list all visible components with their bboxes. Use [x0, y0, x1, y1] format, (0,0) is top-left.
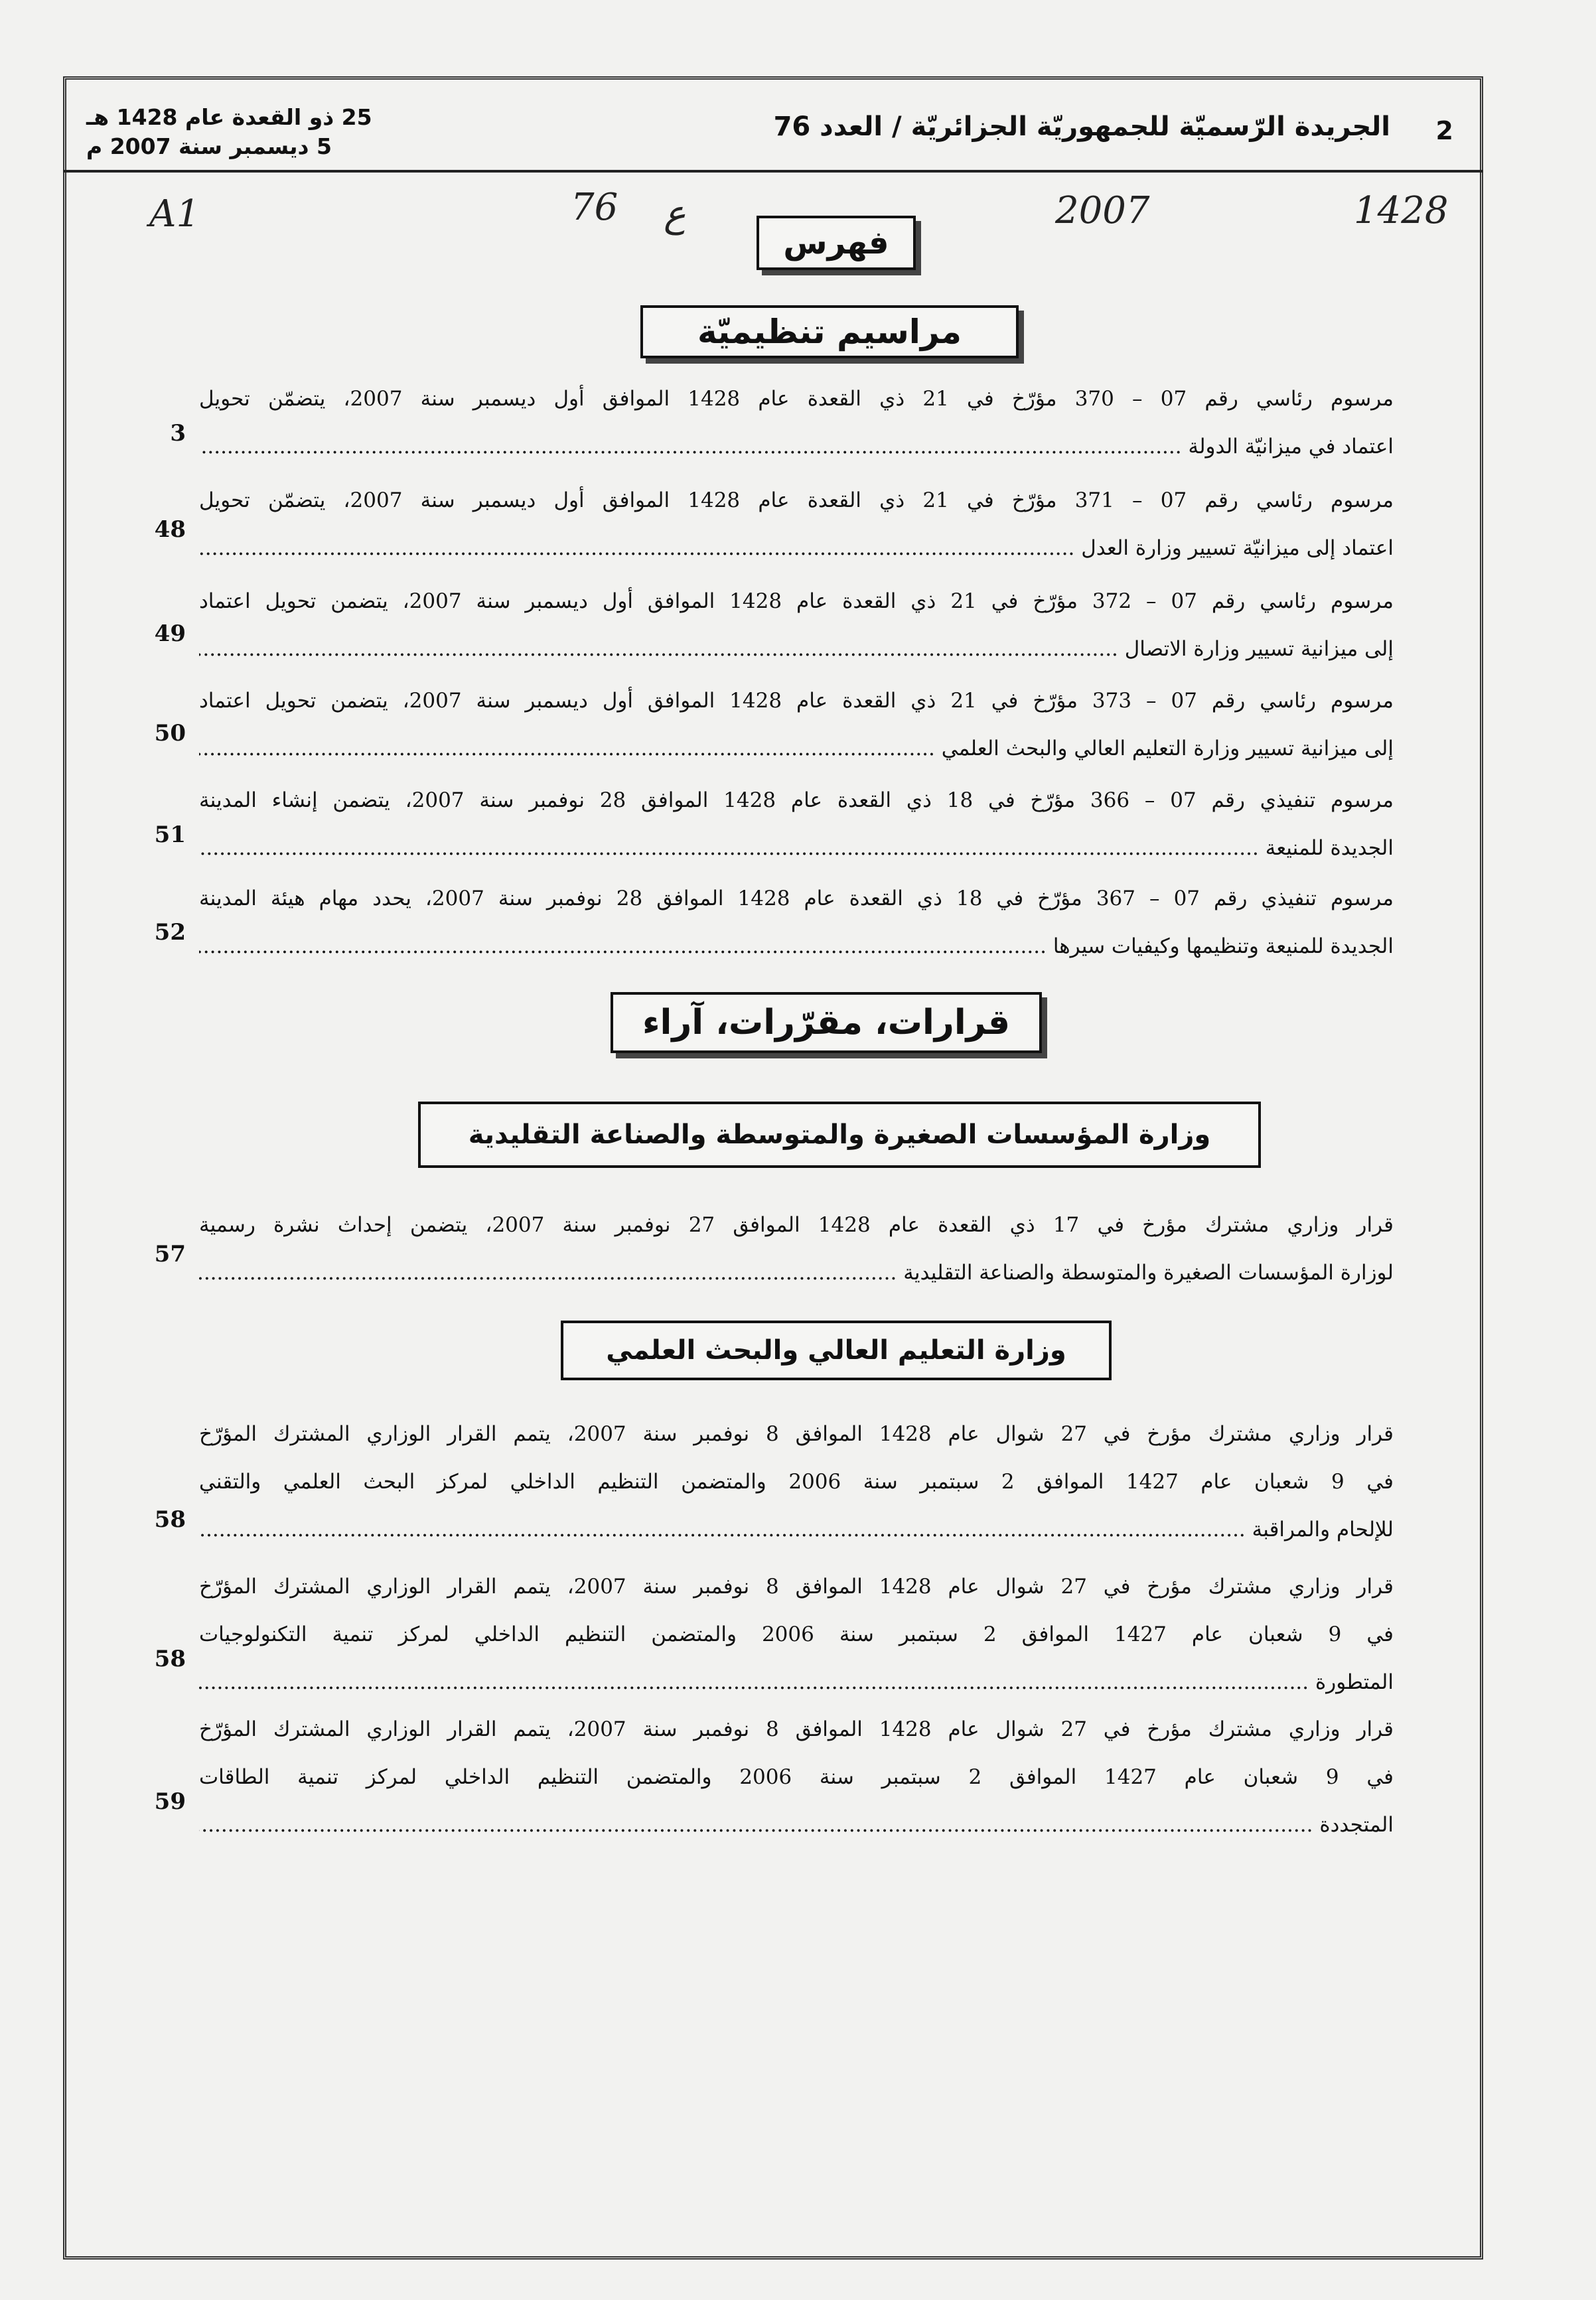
issue-date [86, 103, 372, 161]
toc-entry[interactable]: مرسوم تنفيذي رقم 07 – 367 مؤرّخ في 18 ذي القعدة عام 1428 الموافق 28 نوفمبر سنة 2007، يحدد مهام هيئة المدينة الجديدة للمنيعة وتنظيمها وكيفيات سيرها ..... [199, 875, 1394, 970]
toc-entry[interactable]: مرسوم رئاسي رقم 07 – 370 مؤرّخ في 21 ذي القعدة عام 1428 الموافق أول ديسمبر سنة 2007، يتضمّن تحويل اعتماد في ميزانيّة الدولة ..... [199, 375, 1394, 470]
toc-page-number: 50 [154, 720, 186, 747]
toc-entry[interactable]: قرار وزاري مشترك مؤرخ في 27 شوال عام 1428 الموافق 8 نوفمبر سنة 2007، يتمم القرار الوزاري المشترك المؤرّخ في 9 شعبان عام 1427 الموافق 2 سبتمبر سنة 2006 والمتضمن التنظيم الداخلي لمركز تنمية التكنولوجيات المتطورة ..... [199, 1563, 1394, 1706]
toc-page-number: 57 [154, 1241, 186, 1267]
toc-page-number: 51 [154, 822, 186, 848]
journal-title: الجريدة الرّسميّة للجمهوريّة الجزائريّة / العدد 76 [773, 111, 1390, 142]
toc-page-number: 58 [154, 1646, 186, 1672]
toc-page-number: 48 [154, 516, 186, 543]
page-number: 2 [1435, 116, 1453, 145]
handwritten-hijri-year: 1428 [1354, 189, 1449, 232]
toc-entry[interactable]: مرسوم رئاسي رقم 07 – 371 مؤرّخ في 21 ذي القعدة عام 1428 الموافق أول ديسمبر سنة 2007، يتضمّن تحويل اعتماد إلى ميزانيّة تسيير وزارة العدل ..... [199, 476, 1394, 572]
toc-entry[interactable]: مرسوم تنفيذي رقم 07 – 366 مؤرّخ في 18 ذي القعدة عام 1428 الموافق 28 نوفمبر سنة 2007، يتضمن إنشاء المدينة الجديدة للمنيعة ..... [199, 776, 1394, 872]
toc-entry[interactable]: مرسوم رئاسي رقم 07 – 373 مؤرّخ في 21 ذي القعدة عام 1428 الموافق أول ديسمبر سنة 2007، يتضمن تحويل اعتماد إلى ميزانية تسيير وزارة التعليم العالي والبحث العلمي ..... [199, 677, 1394, 772]
toc-entry[interactable]: مرسوم رئاسي رقم 07 – 372 مؤرّخ في 21 ذي القعدة عام 1428 الموافق أول ديسمبر سنة 2007، يتضمن تحويل اعتماد إلى ميزانية تسيير وزارة الاتصال ..... [199, 577, 1394, 673]
section-decisions-title: قرارات، مقرّرات، آراء [611, 992, 1042, 1053]
toc-entry[interactable]: قرار وزاري مشترك مؤرخ في 27 شوال عام 1428 الموافق 8 نوفمبر سنة 2007، يتمم القرار الوزاري المشترك المؤرّخ في 9 شعبان عام 1427 الموافق 2 سبتمبر سنة 2006 والمتضمن التنظيم الداخلي لمركز البحث العلمي والتقني للإلحام والمراقبة ..... [199, 1410, 1394, 1553]
handwritten-note-left: A1 [149, 192, 200, 236]
handwritten-year: 2007 [1055, 189, 1150, 232]
handwritten-issue: 76 [571, 186, 618, 229]
toc-page-number: 49 [154, 620, 186, 647]
toc-entry[interactable]: قرار وزاري مشترك مؤرخ في 17 ذي القعدة عام 1428 الموافق 27 نوفمبر سنة 2007، يتضمن إحداث نشرة رسمية لوزارة المؤسسات الصغيرة والمتوسطة والصناعة التقليدية ..... [199, 1201, 1394, 1297]
toc-page-number: 3 [170, 420, 186, 447]
ministry-sme-title: وزارة المؤسسات الصغيرة والمتوسطة والصناعة التقليدية [418, 1102, 1261, 1168]
handwritten-letter: ع [664, 192, 686, 236]
gregorian-date: 5 ديسمبر سنة 2007 م [86, 133, 332, 159]
toc-page-number: 58 [154, 1506, 186, 1533]
page-header [63, 100, 1483, 173]
toc-page-number: 59 [154, 1788, 186, 1815]
section-decrees-title: مراسيم تنظيميّة [640, 305, 1019, 358]
toc-entry[interactable]: قرار وزاري مشترك مؤرخ في 27 شوال عام 1428 الموافق 8 نوفمبر سنة 2007، يتمم القرار الوزاري المشترك المؤرّخ في 9 شعبان عام 1427 الموافق 2 سبتمبر سنة 2006 والمتضمن التنظيم الداخلي لمركز تنمية الطاقات المتجددة ..... [199, 1705, 1394, 1849]
toc-page-number: 52 [154, 919, 186, 946]
hijri-date: 25 ذو القعدة عام 1428 هـ [86, 104, 372, 130]
contents-title: فهرس [757, 216, 916, 270]
ministry-higher-ed-title: وزارة التعليم العالي والبحث العلمي [561, 1321, 1112, 1380]
